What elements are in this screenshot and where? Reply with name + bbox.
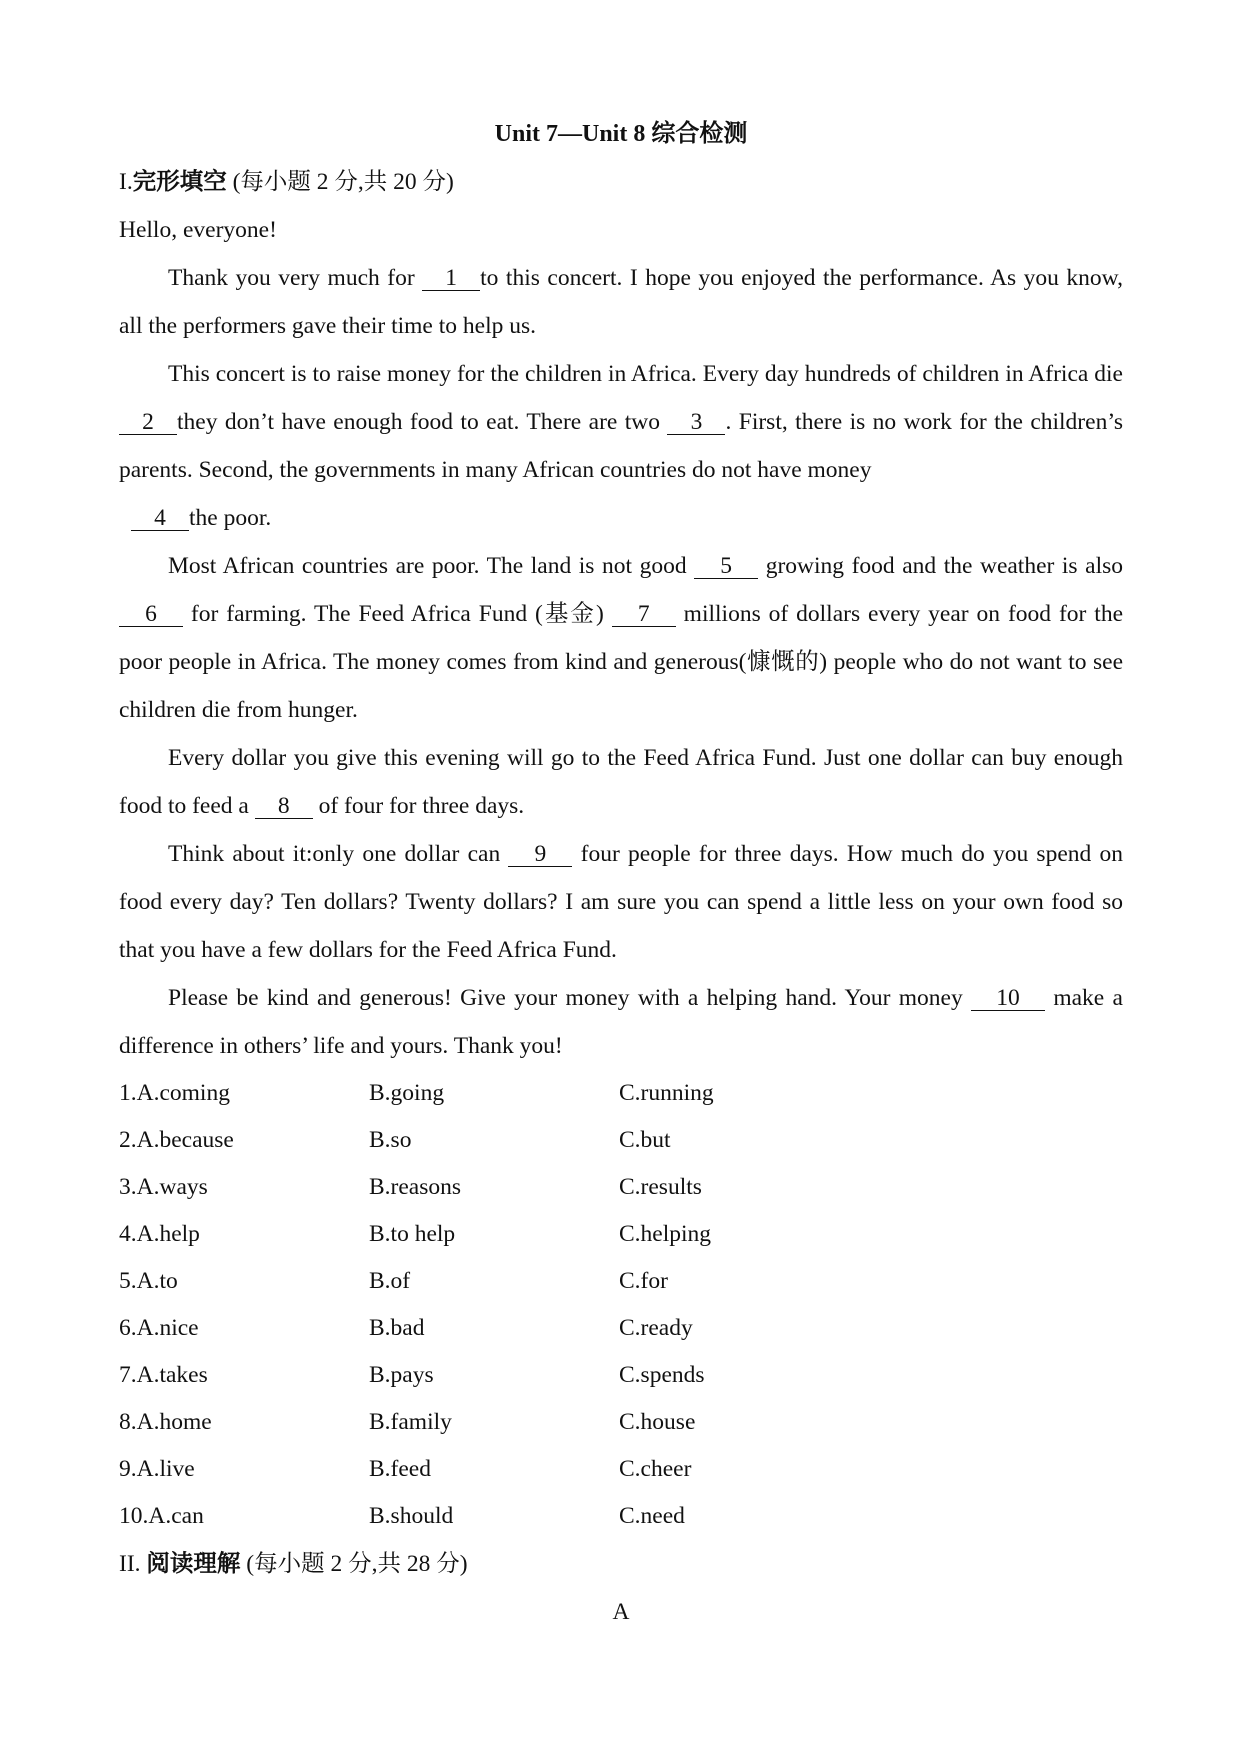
option-b: B.to help (369, 1221, 456, 1247)
option-b: B.feed (369, 1456, 431, 1482)
blank-9: 9 (508, 842, 572, 867)
option-a: 5.A.to (119, 1268, 178, 1294)
passage-text: the poor. (189, 505, 272, 531)
option-row (119, 1352, 1123, 1399)
blank-5: 5 (694, 554, 758, 579)
option-c: C.but (619, 1127, 671, 1153)
option-row (119, 1446, 1123, 1493)
blank-7: 7 (612, 602, 676, 627)
blank-2: 2 (119, 410, 177, 435)
option-row (119, 1117, 1123, 1164)
option-row (119, 1305, 1123, 1352)
option-b: B.going (369, 1080, 445, 1106)
passage-paragraph-6 (119, 974, 1123, 1070)
option-b: B.bad (369, 1315, 425, 1341)
blank-8: 8 (255, 794, 313, 819)
option-a: 4.A.help (119, 1221, 200, 1247)
option-a: 8.A.home (119, 1409, 212, 1435)
option-c: C.house (619, 1409, 696, 1435)
blank-6: 6 (119, 602, 183, 627)
section-number: II. (119, 1551, 147, 1577)
passage-text: of four for three days. (312, 793, 525, 819)
blank-4: 4 (131, 506, 189, 531)
option-a: 6.A.nice (119, 1315, 199, 1341)
option-c: C.running (619, 1080, 714, 1106)
greeting: Hello, everyone! (119, 217, 277, 243)
option-c: C.need (619, 1503, 685, 1529)
option-row (119, 1258, 1123, 1305)
blank-1: 1 (422, 266, 480, 291)
option-b: B.family (369, 1409, 452, 1435)
passage-text: millions of dollars every year on food for the poor people in Africa. The money comes from kind and generous(慷慨的) people who do not want to see children die from hunger. (119, 601, 1123, 723)
option-a: 10.A.can (119, 1503, 204, 1529)
option-c: C.results (619, 1174, 702, 1200)
passage-paragraph-3 (119, 542, 1123, 734)
section-score: (每小题 2 分,共 28 分) (240, 1551, 468, 1577)
section-name: 阅读理解 (146, 1551, 241, 1577)
passage-paragraph-2-cont (119, 494, 1123, 542)
section-heading-reading (119, 1540, 1123, 1588)
passage-paragraph-4 (119, 734, 1123, 830)
passage-text: growing food and the weather is also (758, 553, 1123, 579)
passage-text: Think about it:only one dollar can (168, 841, 509, 867)
option-a: 1.A.coming (119, 1080, 230, 1106)
option-row (119, 1399, 1123, 1446)
option-c: C.ready (619, 1315, 693, 1341)
passage-text: Every dollar you give this evening will go to the Feed Africa Fund. Just one dollar can buy enough food to feed a (119, 745, 1123, 819)
option-b: B.reasons (369, 1174, 462, 1200)
option-b: B.so (369, 1127, 412, 1153)
passage-paragraph-1 (119, 254, 1123, 350)
passage-text: four people for three days. How much do you spend on food every day? Ten dollars? Twenty dollars? I am sure you can spend a little less on your own food so that you have a few dollars for the Feed Africa Fund. (119, 841, 1123, 963)
blank-10: 10 (971, 986, 1045, 1011)
option-c: C.spends (619, 1362, 705, 1388)
option-a: 2.A.because (119, 1127, 234, 1153)
option-row (119, 1493, 1123, 1540)
part-letter: A (612, 1599, 630, 1625)
passage-text: Most African countries are poor. The land is not good (168, 553, 695, 579)
passage-text: Please be kind and generous! Give your money with a helping hand. Your money (168, 985, 972, 1011)
option-a: 3.A.ways (119, 1174, 208, 1200)
passage-paragraph-2 (119, 350, 1123, 494)
passage-paragraph-5 (119, 830, 1123, 974)
exam-page (119, 110, 1123, 1636)
passage-text: . First, there is no work for the children’s parents. Second, the governments in many African countries do not have money (119, 409, 1123, 483)
option-a: 9.A.live (119, 1456, 195, 1482)
blank-3: 3 (667, 410, 725, 435)
passage-text: Thank you very much for (168, 265, 423, 291)
option-c: C.helping (619, 1221, 712, 1247)
section-number: I. (119, 169, 133, 195)
answer-options (119, 1070, 1123, 1540)
page-title: Unit 7—Unit 8 综合检测 (494, 121, 748, 147)
section-heading-cloze (119, 158, 1123, 206)
passage-text: make a difference in others’ life and yours. Thank you! (119, 985, 1123, 1059)
option-a: 7.A.takes (119, 1362, 208, 1388)
option-b: B.pays (369, 1362, 434, 1388)
passage-text: they don’t have enough food to eat. There are two (177, 409, 668, 435)
option-c: C.for (619, 1268, 668, 1294)
option-c: C.cheer (619, 1456, 692, 1482)
option-row (119, 1070, 1123, 1117)
passage-text: This concert is to raise money for the children in Africa. Every day hundreds of children in Africa die (168, 361, 1123, 387)
section-score: (每小题 2 分,共 20 分) (226, 169, 454, 195)
passage-text: to this concert. I hope you enjoyed the performance. As you know, all the performers gave their time to help us. (119, 265, 1123, 339)
section-name: 完形填空 (132, 169, 227, 195)
option-row (119, 1211, 1123, 1258)
option-row (119, 1164, 1123, 1211)
option-b: B.should (369, 1503, 454, 1529)
option-b: B.of (369, 1268, 411, 1294)
passage-text: for farming. The Feed Africa Fund (基金) (183, 601, 612, 627)
